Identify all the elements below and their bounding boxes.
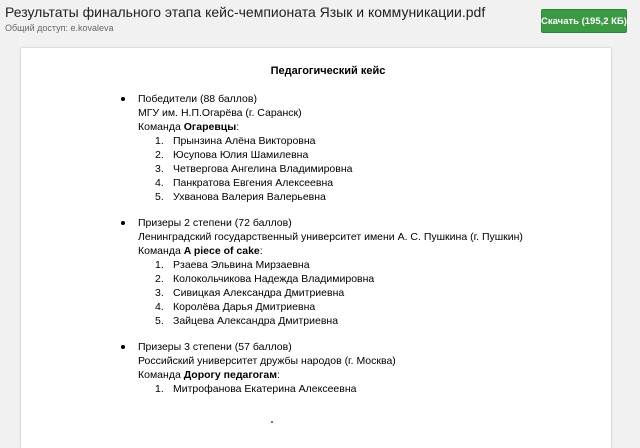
section-title-line bbox=[121, 216, 523, 230]
viewer-header bbox=[0, 0, 640, 44]
file-title: Результаты финального этапа кейс-чемпионата Язык и коммуникации.pdf bbox=[5, 4, 486, 20]
member-name: Четвергова Ангелина Владимировна bbox=[173, 163, 353, 175]
member-name: Сивицкая Александра Дмитриевна bbox=[173, 287, 345, 299]
member-name: Панкратова Евгения Алексеевна bbox=[173, 177, 334, 189]
member-item: 4. Панкратова Евгения Алексеевна bbox=[155, 177, 334, 189]
member-name: Рзаева Эльвина Мирзаевна bbox=[173, 259, 310, 271]
section-title: Победители (88 баллов) bbox=[138, 93, 257, 105]
share-info: Общий доступ: e.kovaleva bbox=[5, 23, 114, 33]
bullet-dot bbox=[121, 97, 125, 101]
member-item: 5. Зайцева Александра Дмитриевна bbox=[155, 315, 339, 327]
member-name: Ухванова Валерия Валерьевна bbox=[173, 191, 326, 203]
member-name: Прынзина Алёна Викторовна bbox=[173, 135, 316, 147]
member-name: Колокольчикова Надежда Владимировна bbox=[173, 273, 375, 285]
member-list bbox=[121, 134, 352, 204]
member-name: Митрофанова Екатерина Алексеевна bbox=[173, 383, 357, 395]
university-line bbox=[121, 354, 396, 368]
bullet-dot bbox=[121, 345, 125, 349]
university-name: Ленинградский государственный университет имени А. С. Пушкина (г. Пушкин) bbox=[138, 231, 523, 243]
member-item: 4. Королёва Дарья Дмитриевна bbox=[155, 301, 316, 313]
download-button[interactable]: Скачать (195,2 КБ) bbox=[541, 9, 627, 33]
member-name: Юсупова Юлия Шамилевна bbox=[173, 149, 309, 161]
team-prefix: Команда bbox=[138, 245, 184, 257]
team-line bbox=[121, 368, 396, 382]
member-name: Королёва Дарья Дмитриевна bbox=[173, 301, 316, 313]
member-item: 5. Ухванова Валерия Валерьевна bbox=[155, 191, 326, 203]
section-title: Призеры 3 степени (57 баллов) bbox=[138, 341, 292, 353]
member-item: 2. Колокольчикова Надежда Владимировна bbox=[155, 273, 375, 285]
document-heading: Педагогический кейс bbox=[270, 65, 386, 77]
university-name: Российский университет дружбы народов (г. Москва) bbox=[138, 355, 396, 367]
section-title-line bbox=[121, 340, 396, 354]
member-item: 1. Митрофанова Екатерина Алексеевна bbox=[155, 383, 357, 395]
bullet-dot bbox=[121, 221, 125, 225]
section-third-place bbox=[121, 340, 396, 396]
page-mark bbox=[271, 421, 273, 423]
member-item: 2. Юсупова Юлия Шамилевна bbox=[155, 149, 309, 161]
section-title: Призеры 2 степени (72 баллов) bbox=[138, 217, 292, 229]
member-list bbox=[121, 258, 523, 328]
section-title-line bbox=[121, 92, 352, 106]
team-prefix: Команда bbox=[138, 121, 184, 133]
team-name: Огаревцы bbox=[183, 121, 237, 133]
member-item: 1. Прынзина Алёна Викторовна bbox=[155, 135, 316, 147]
university-name: МГУ им. Н.П.Огарёва (г. Саранск) bbox=[138, 107, 302, 119]
member-list bbox=[121, 382, 396, 396]
member-item: 3. Четвергова Ангелина Владимировна bbox=[155, 163, 353, 175]
university-line bbox=[121, 106, 352, 120]
team-name: Дорогу педагогам bbox=[183, 369, 277, 381]
section-winners bbox=[121, 92, 352, 204]
team-suffix: : bbox=[236, 121, 240, 133]
document-page bbox=[21, 48, 611, 448]
section-second-place bbox=[121, 216, 523, 328]
team-line bbox=[121, 244, 523, 258]
member-item: 1. Рзаева Эльвина Мирзаевна bbox=[155, 259, 310, 271]
university-line bbox=[121, 230, 523, 244]
team-prefix: Команда bbox=[138, 369, 184, 381]
member-name: Зайцева Александра Дмитриевна bbox=[173, 315, 339, 327]
team-name: A piece of cake bbox=[183, 245, 260, 257]
member-item: 3. Сивицкая Александра Дмитриевна bbox=[155, 287, 345, 299]
team-suffix: : bbox=[259, 245, 263, 257]
team-line bbox=[121, 120, 352, 134]
team-suffix: : bbox=[277, 369, 280, 381]
